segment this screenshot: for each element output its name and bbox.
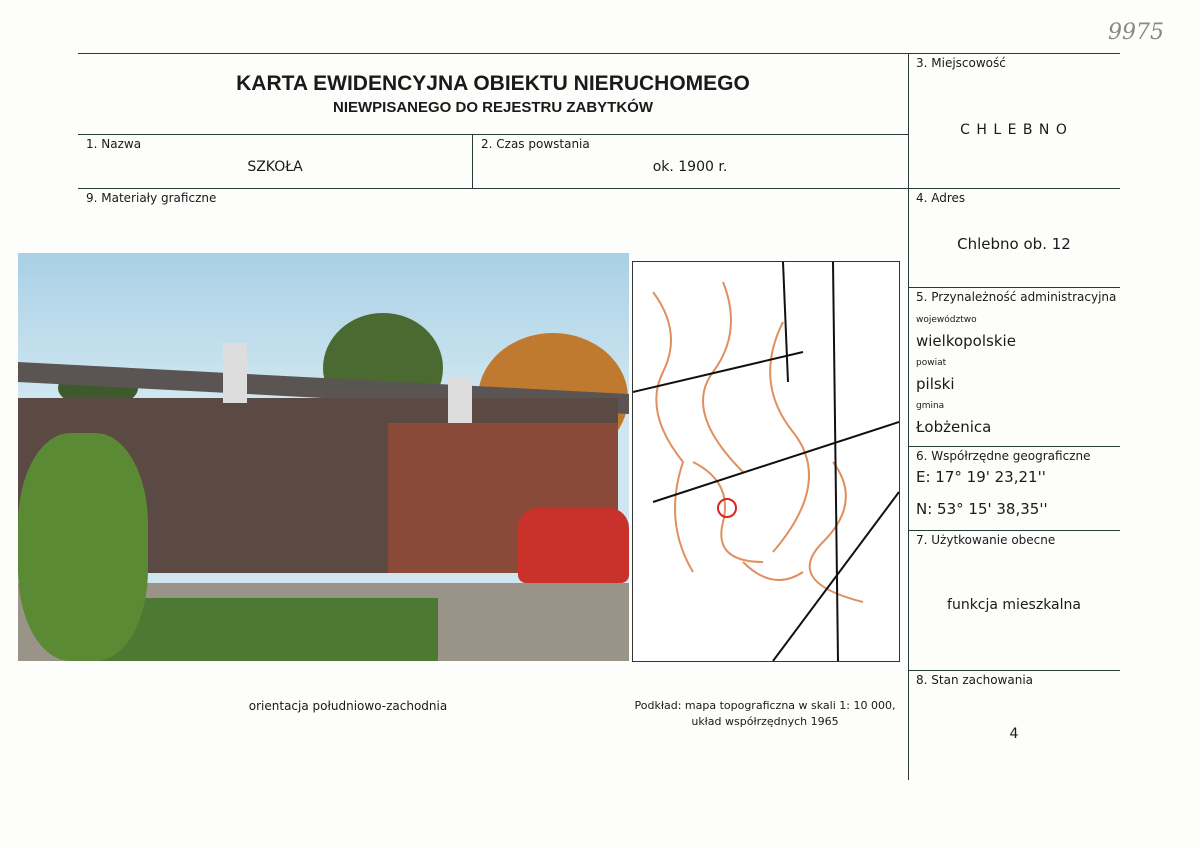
locality-label: 3. Miejscowość	[916, 56, 1006, 70]
county-label: powiat	[916, 358, 947, 368]
commune-value: Łobżenica	[916, 418, 992, 436]
coords-label: 6. Współrzędne geograficzne	[916, 449, 1091, 463]
voivodeship-label: województwo	[916, 315, 977, 325]
condition-value: 4	[1009, 726, 1019, 742]
condition-label: 8. Stan zachowania	[916, 673, 1034, 687]
handwritten-number: 9975	[1108, 20, 1164, 45]
photo-caption: orientacja południowo-zachodnia	[248, 699, 448, 713]
date-value: ok. 1900 r.	[652, 159, 728, 175]
commune-label: gmina	[916, 401, 945, 411]
map-caption-2: układ współrzędnych 1965	[691, 715, 839, 728]
coord-n: N: 53° 15' 38,35''	[916, 500, 1048, 518]
address-value: Chlebno ob. 12	[957, 235, 1071, 253]
county-value: pilski	[916, 375, 955, 393]
coord-e: E: 17° 19' 23,21''	[916, 468, 1046, 486]
map-caption-1: Podkład: mapa topograficzna w skali 1: 10 000,	[634, 699, 896, 712]
admin-label: 5. Przynależność administracyjna	[916, 290, 1117, 304]
usage-value: funkcja mieszkalna	[947, 597, 1081, 613]
topographic-map	[632, 261, 900, 662]
name-label: 1. Nazwa	[86, 137, 142, 151]
voivodeship-value: wielkopolskie	[916, 332, 1016, 350]
graphics-label: 9. Materiały graficzne	[86, 191, 217, 205]
card-subtitle: NIEWPISANEGO DO REJESTRU ZABYTKÓW	[332, 99, 654, 116]
date-label: 2. Czas powstania	[481, 137, 590, 151]
building-photo	[18, 253, 629, 661]
locality-value: C H L E B N O	[960, 122, 1068, 138]
address-label: 4. Adres	[916, 191, 966, 205]
name-value: SZKOŁA	[247, 159, 303, 175]
card-title: KARTA EWIDENCYJNA OBIEKTU NIERUCHOMEGO	[236, 72, 750, 95]
usage-label: 7. Użytkowanie obecne	[916, 533, 1056, 547]
